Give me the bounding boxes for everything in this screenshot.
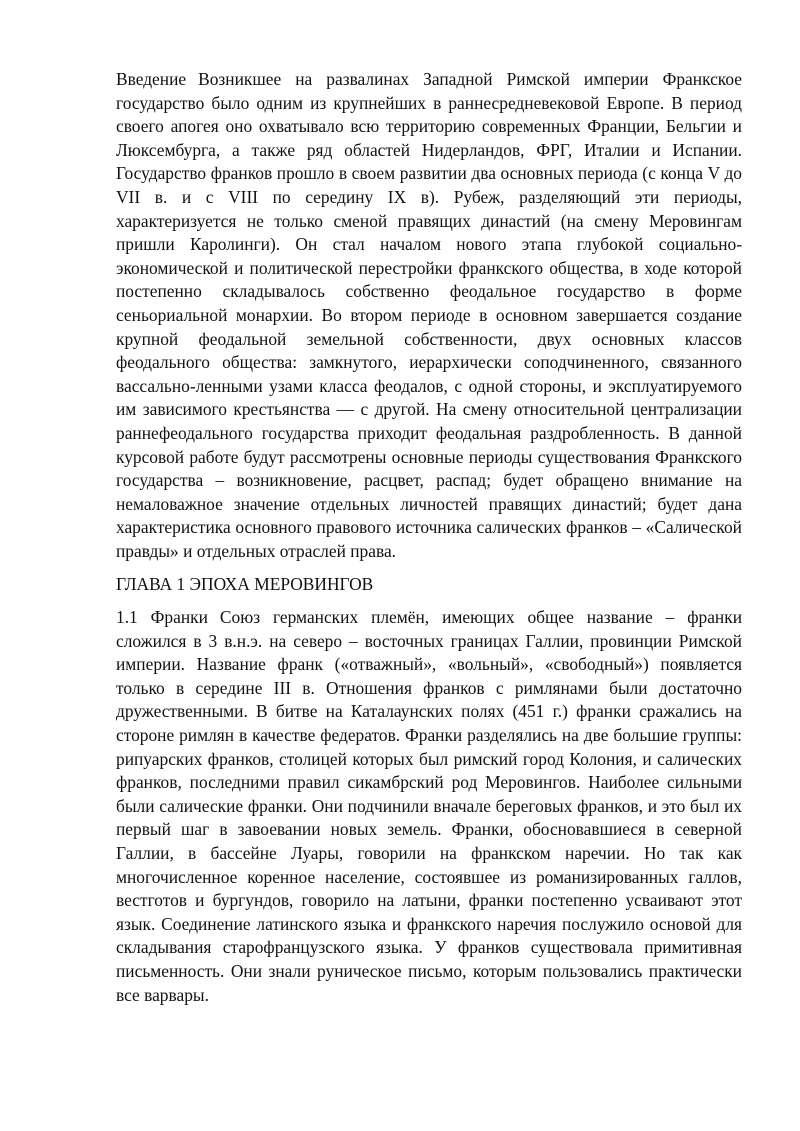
intro-paragraph bbox=[116, 68, 742, 563]
section-label: 1.1 Франки bbox=[116, 607, 208, 628]
intro-text: Возникшее на развалинах Западной Римской империи Франкское государство было одним из крупнейших в раннесредневековой Европе. В период своего апогея оно охватывало всю территорию современных Франции, Бельгии и Люксембурга, а также ряд областей Нидерландов, ФРГ, Италии и Испании. Государство франков прошло в своем развитии два основных периода (с конца V до VII в. и с VIII по середину IX в). Рубеж, разделяющий эти периоды, характеризуется не только сменой правящих династий (на смену Меровингам пришли Каролинги). Он стал началом нового этапа глубокой социально-экономической и политической перестройки франкского общества, в ходе которой постепенно складывалось собственно феодальное государство в форме сеньориальной монархии. Во втором периоде в основном завершается создание крупной феодальной земельной собственности, двух основных классов феодального общества: замкнутого, иерархически соподчиненного, связанного вассально-ленными узами класса феодалов, с одной стороны, и эксплуатируемого им зависимого крестьянства — с другой. На смену относительной централизации раннефеодального государства приходит феодальная раздробленность. В данной курсовой работе будут рассмотрены основные периоды существования Франкского государства – возникновение, расцвет, распад; будет обращено внимание на немаловажное значение отдельных личностей правящих династий; будет дана характеристика основного правового источника салических франков – «Салической правды» и отдельных отраслей права. bbox=[116, 69, 742, 561]
section-text: Союз германских племён, имеющих общее название – франки сложился в 3 в.н.э. на северо – восточных границах Галлии, провинции Римской империи. Название франк («отважный», «вольный», «свободный») появляется только в середине III в. Отношения франков с римлянами были достаточно дружественными. В битве на Каталаунских полях (451 г.) франки сражались на стороне римлян в качестве федератов. Франки разделялись на две большие группы: рипуарских франков, столицей которых был римский город Колония, и салических франков, последними правил сикамбрский род Меровингов. Наиболее сильными были салические франки. Они подчинили вначале береговых франков, и это был их первый шаг в завоевании новых земель. Франки, обосновавшиеся в северной Галлии, в бассейне Луары, говорили на франкском наречии. Но так как многочисленное коренное население, состоявшее из романизированных галлов, вестготов и бургундов, говорило на латыни, франки постепенно усваивают этот язык. Соединение латинского языка и франкского наречия послужило основой для складывания старофранцузского языка. У франков существовала примитивная письменность. Они знали руническое письмо, которым пользовались практически все варвары. bbox=[116, 607, 742, 1005]
intro-label: Введение bbox=[116, 69, 187, 89]
section-paragraph bbox=[116, 606, 742, 1007]
document-page bbox=[116, 68, 742, 1007]
chapter-heading: ГЛАВА 1 ЭПОХА МЕРОВИНГОВ bbox=[116, 574, 374, 595]
